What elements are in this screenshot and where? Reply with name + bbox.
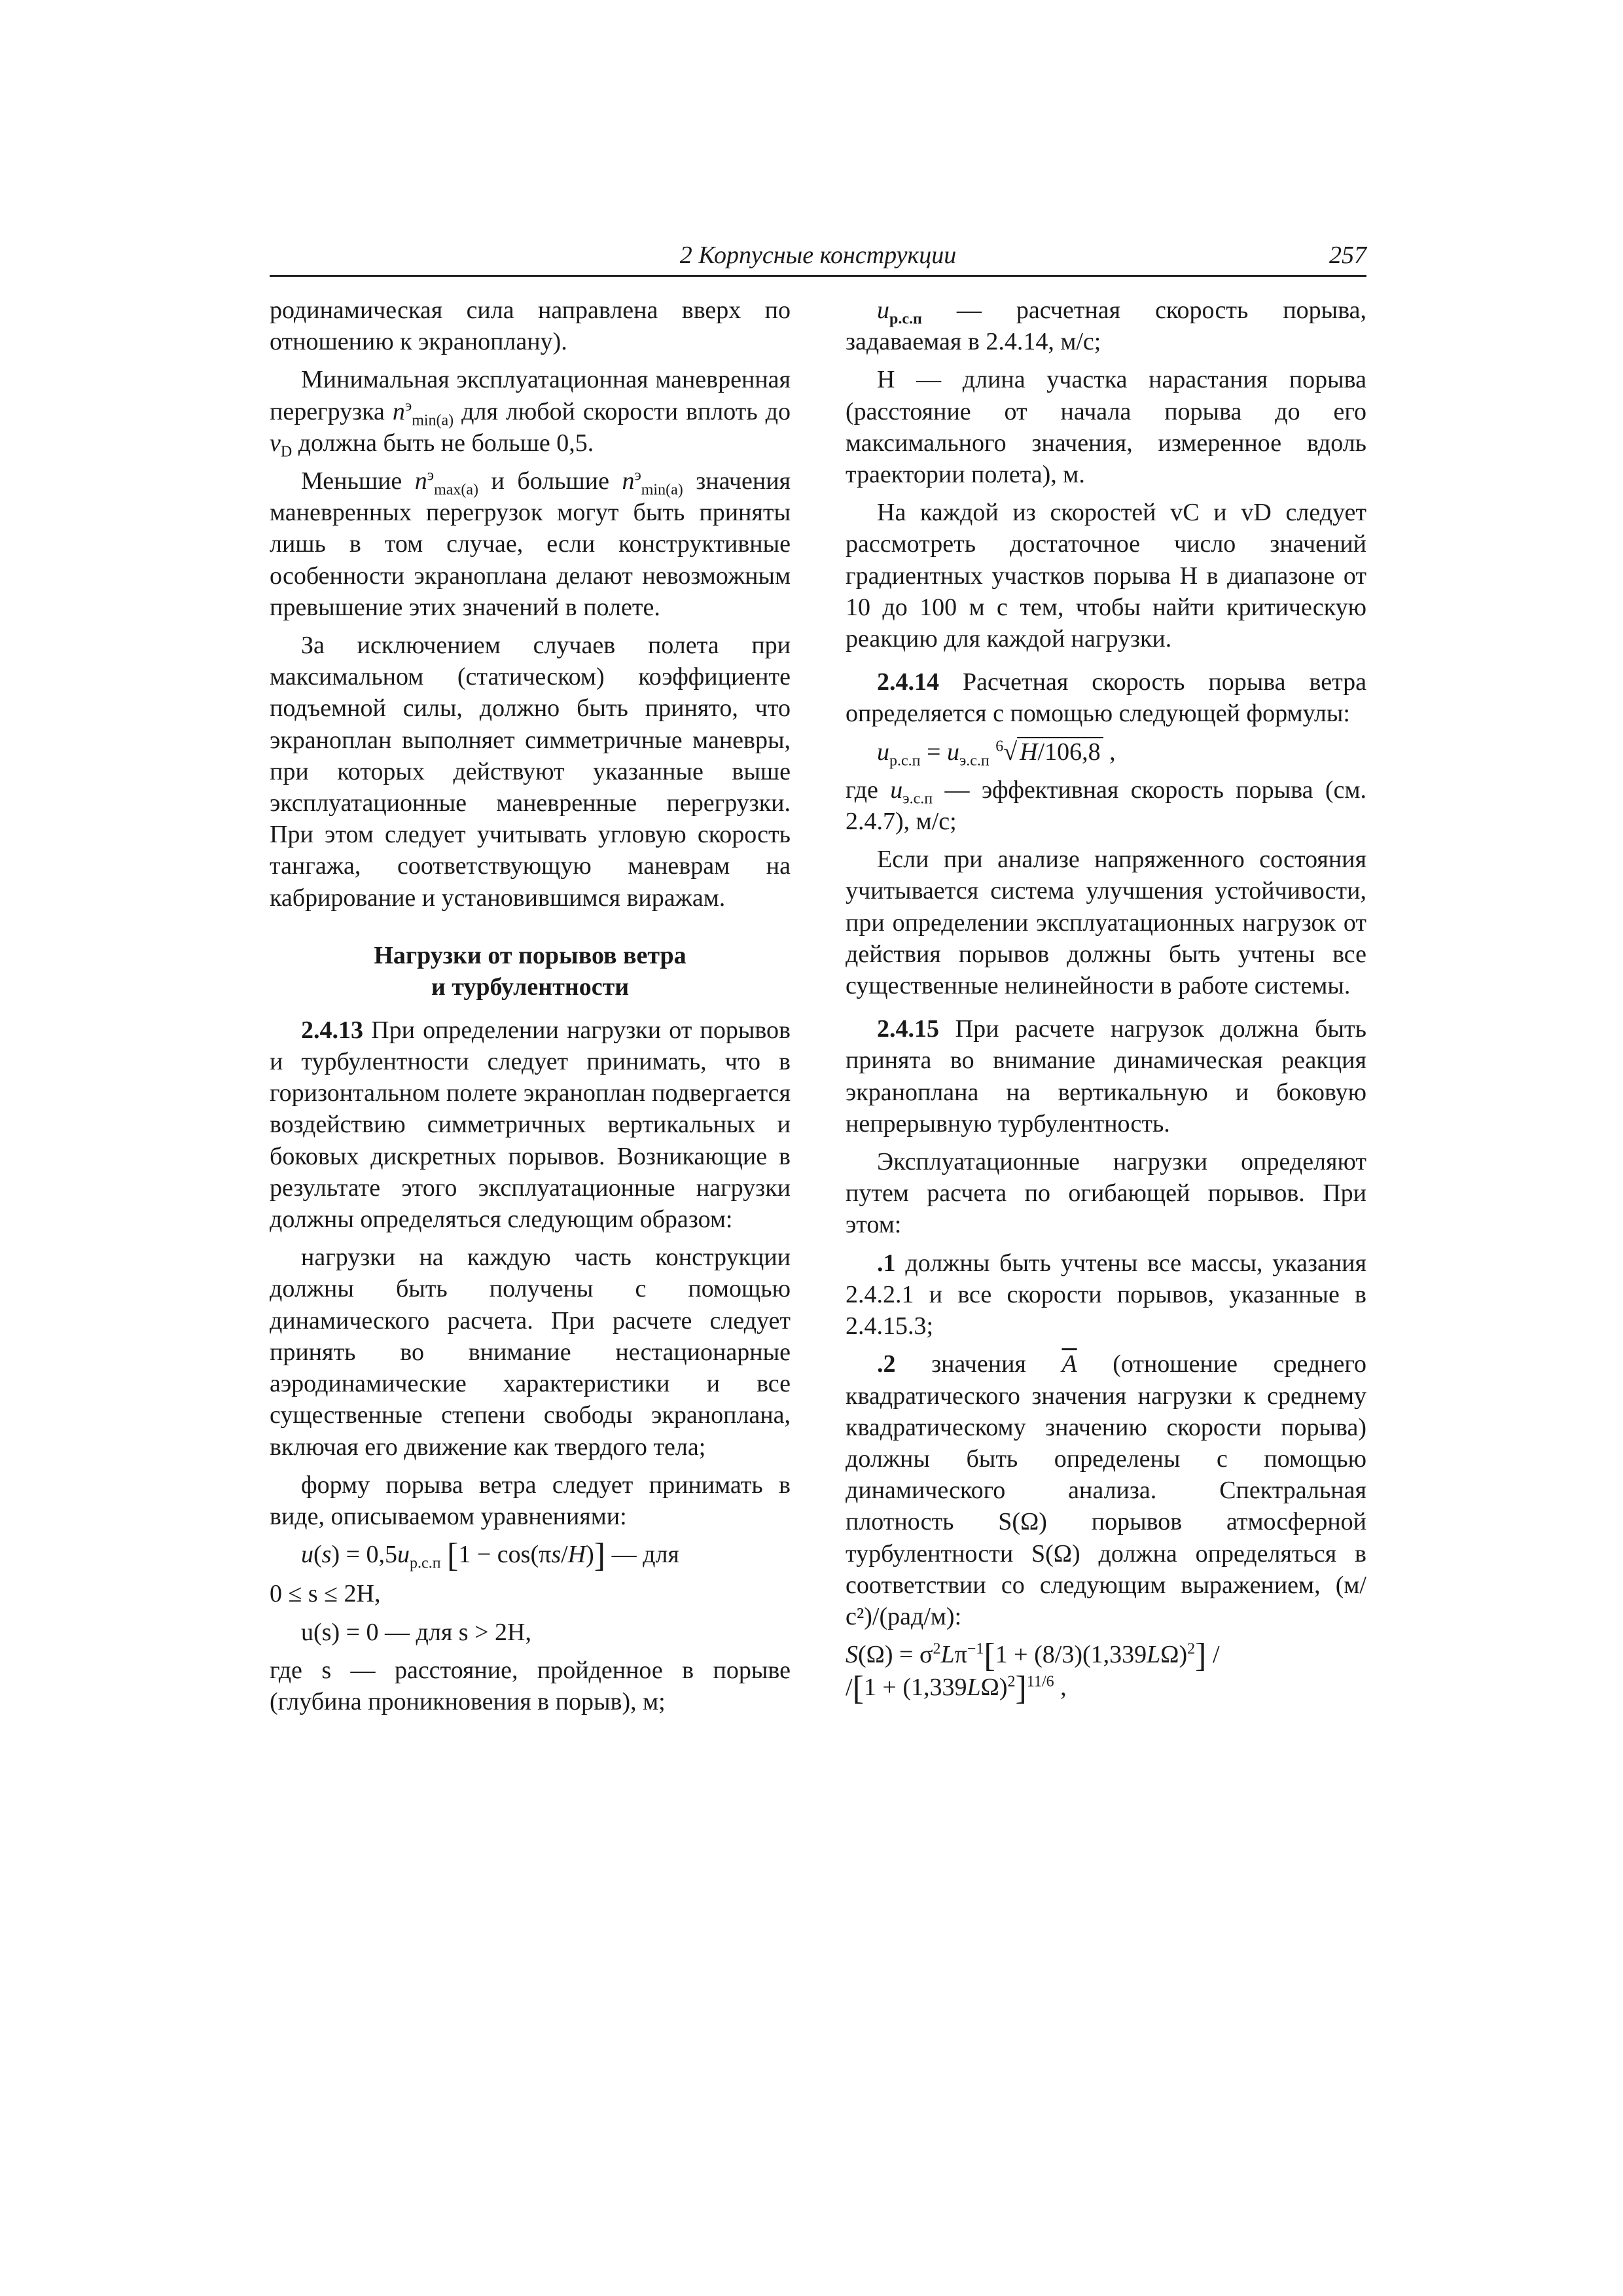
text: — эффективная скорость порыва (см. 2.4.7), м/с;: [846, 776, 1366, 836]
text: Меньшие: [301, 467, 402, 495]
formula-zero: u(s) = 0 — для s > 2H,: [301, 1618, 531, 1646]
math-sub: min(a): [641, 481, 683, 499]
paragraph: На каждой из скоростей vC и vD следует рассмотреть достаточное число значений градиентных участков порыва H в диапазоне от 10 до 100 м с тем, чтобы найти критическую реакцию для каждой нагрузки.: [846, 499, 1366, 653]
math-sub: min(a): [412, 412, 454, 429]
formula-spectral-density: $S(\Omega) = \sigma^2L\pi^{-1}[1 + (8/3)(1,339L\Omega)^2]$ / $/[1 + (1,339L\Omega)^2]^{11/6}$ ,: [846, 1637, 1220, 1708]
list-item: [846, 1348, 1366, 1632]
math-symbol: n: [414, 467, 427, 495]
paragraph: H — длина участка нарастания порыва (расстояние от начала порыва до его максимального значения, измеренное вдоль траектории полета), м.: [846, 366, 1366, 489]
heading-line: Нагрузки от порывов ветра: [374, 941, 687, 969]
math-sup: э: [427, 467, 435, 484]
text: значения маневренных перегрузок могут быть приняты лишь в том случае, если конструктивные особенности экраноплана делают невозможным превышение этих значений в полете.: [270, 467, 791, 621]
paragraph: [270, 364, 791, 459]
formula-gust-shape: $u(s) = 0,5u_{р.с.п}$ [1 − cos(πs/H)] — для: [301, 1537, 679, 1575]
paragraph: где s — расстояние, пройденное в порыве (глубина проникновения в порыв), м;: [270, 1656, 791, 1715]
paragraph: [270, 1014, 791, 1235]
section-heading: [270, 940, 791, 1003]
paragraph: где $u_{э.с.п}$ — эффективная скорость порыва (см. 2.4.7), м/с;: [846, 776, 1366, 836]
list-item: [846, 1247, 1366, 1342]
text: для любой скорости вплоть до: [461, 397, 791, 425]
math-sup: э: [634, 467, 641, 484]
text: — расчетная скорость порыва, задаваемая в 2.4.14, м/с;: [846, 296, 1366, 356]
math-symbol: n: [392, 397, 405, 425]
math-symbol: v: [270, 429, 281, 457]
text: При расчете нагрузок должна быть принята во внимание динамическая реакция экраноплана на вертикальную и боковую непрерывную турбулентность.: [846, 1015, 1366, 1138]
text: значения: [931, 1350, 1026, 1378]
paragraph: нагрузки на каждую часть конструкции должны быть получены с помощью динамического расчета. При расчете следует принять во внимание нестационарные аэродинамические характеристики и все существенные степени свободы экраноплана, включая его движение как твердого тела;: [270, 1244, 791, 1461]
paragraph: [846, 1013, 1366, 1139]
paragraph: [270, 465, 791, 623]
text: (отношение среднего квадратического значения нагрузки к среднему квадратическому значению скорости порыва) должны быть определены с помощью динамического анализа. Спектральная плотность S(Ω) порывов атмосферной турбулентности S(Ω) должна определяться в соответствии со следующим выражением, (м/с²)/(рад/м):: [846, 1350, 1367, 1630]
formula-gust-speed: $u_{р.с.п} = u_{э.с.п}$ $^6$√ H/106,8 ,: [877, 737, 1116, 770]
left-column: [270, 295, 791, 1724]
item-number: .2: [877, 1350, 896, 1378]
math-symbol: $\overline{A}$: [1061, 1350, 1077, 1378]
text: Расчетная скорость порыва ветра определяется с помощью следующей формулы:: [846, 668, 1367, 728]
text: При определении нагрузки от порывов и турбулентности следует принимать, что в горизонтальном полете экраноплан подвергается воздействию симметричных вертикальных и боковых дискретных порывов. Возникающие в результате этого эксплуатационные нагрузки должны определяться следующим образом:: [270, 1016, 791, 1234]
paragraph: Эксплуатационные нагрузки определяют путем расчета по огибающей порывов. При этом:: [846, 1148, 1366, 1239]
paragraph: форму порыва ветра следует принимать в виде, описываемом уравнениями:: [270, 1471, 791, 1530]
math-sup: э: [404, 397, 412, 414]
paragraph: [846, 666, 1366, 729]
paragraph: родинамическая сила направлена вверх по отношению к экраноплану).: [270, 296, 791, 356]
text: должны быть учтены все массы, указания 2.4.2.1 и все скорости порывов, указанные в 2.4.15.3;: [846, 1249, 1366, 1340]
math-symbol: n: [622, 467, 635, 495]
clause-number: 2.4.14: [877, 668, 939, 696]
math-symbol: u: [877, 296, 889, 324]
right-column: [846, 295, 1366, 1712]
text: — для: [611, 1541, 679, 1569]
math-sub: max(a): [434, 481, 479, 499]
item-number: .1: [877, 1249, 896, 1277]
paragraph: [846, 295, 1366, 357]
heading-line: и турбулентности: [431, 973, 630, 1001]
page-number: 257: [1329, 242, 1366, 269]
math-sub: D: [280, 443, 293, 461]
clause-number: 2.4.15: [877, 1015, 939, 1043]
text: Минимальная эксплуатационная маневренная перегрузка: [270, 366, 791, 425]
running-header-title: 2 Корпусные конструкции: [679, 242, 957, 269]
text: должна быть не больше 0,5.: [298, 429, 594, 457]
paragraph: За исключением случаев полета при максимальном (статическом) коэффициенте подъемной силы, должно быть принято, что экраноплан выполняет симметричные маневры, при которых действуют указанные выше эксплуатационные маневренные перегрузки. При этом следует учитывать угловую скорость тангажа, соответствующую маневрам на кабрирование и установившимся виражам.: [270, 632, 791, 912]
running-header: [270, 238, 1366, 277]
formula-range: 0 ≤ s ≤ 2H,: [270, 1580, 381, 1608]
clause-number: 2.4.13: [301, 1016, 363, 1044]
text: и большие: [491, 467, 609, 495]
math-sub: р.с.п: [889, 310, 922, 328]
paragraph: Если при анализе напряженного состояния учитывается система улучшения устойчивости, при определении эксплуатационных нагрузок от действия порывов должны быть учтены все существенные нелинейности в работе системы.: [846, 846, 1366, 1000]
